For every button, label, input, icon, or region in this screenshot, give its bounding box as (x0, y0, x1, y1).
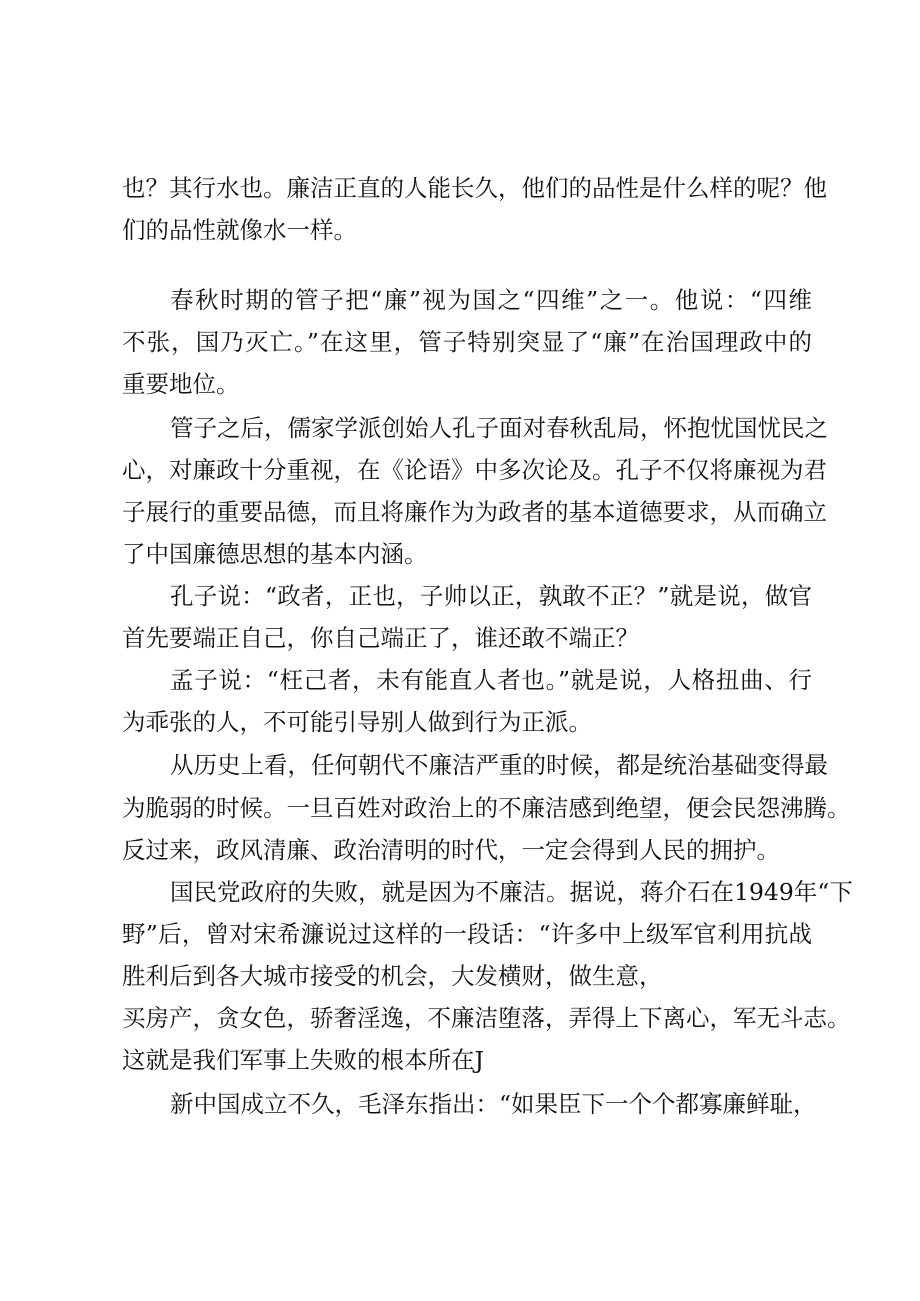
text-line: 野”后，曾对宋希濂说过这样的一段话：“许多中上级军官利用抗战 (122, 920, 812, 948)
paragraph-start-line: 管子之后，儒家学派创始人孔子面对春秋乱局，怀抱忧国忧民之 (170, 414, 828, 442)
text-line: 也？其行水也。廉洁正直的人能长久，他们的品性是什么样的呢？他 (122, 174, 827, 202)
paragraph-start-line: 春秋时期的管子把“廉”视为国之“四维”之一。他说：“四维 (170, 286, 812, 314)
text-line: 反过来，政风清廉、政治清明的时代，一定会得到人民的拥护。 (122, 836, 780, 864)
text-line: 子展行的重要品德，而且将廉作为为政者的基本道德要求，从而确立 (122, 498, 827, 526)
text-line: 了中国廉德思想的基本内涵。 (122, 540, 428, 568)
text-line: 为脆弱的时候。一旦百姓对政治上的不廉洁感到绝望，便会民怨沸腾。 (122, 794, 851, 822)
text-line: 为乖张的人，不可能引导别人做到行为正派。 (122, 708, 592, 736)
paragraph-start-line: 孔子说：“政者，正也，子帅以正，孰敢不正？”就是说，做官 (170, 582, 812, 610)
paragraph-start-line: 从历史上看，任何朝代不廉洁严重的时候，都是统治基础变得最 (170, 751, 828, 779)
paragraph-start-line: 孟子说：“枉己者，未有能直人者也。”就是说，人格扭曲、行 (170, 666, 812, 694)
text-line: 首先要端正自己，你自己端正了，谁还敢不端正？ (122, 624, 639, 652)
text-line: 重要地位。 (122, 370, 240, 398)
text-line: 心，对廉政十分重视，在《论语》中多次论及。孔子不仅将廉视为君 (122, 456, 827, 484)
text-line: 买房产，贪女色，骄奢淫逸，不廉洁堕落，弄得上下离心，军无斗志。 (122, 1004, 851, 1032)
paragraph-start-line: 新中国成立不久，毛泽东指出：“如果臣下一个个都寡廉鲜耻， (170, 1090, 817, 1118)
text-line: 这就是我们军事上失败的根本所在J (122, 1046, 484, 1074)
text-line: 胜利后到各大城市接受的机会，大发横财，做生意， (122, 962, 663, 990)
text-line: 不张，国乃灭亡。”在这里，管子特别突显了“廉”在治国理政中的 (122, 328, 812, 356)
paragraph-start-line: 国民党政府的失败，就是因为不廉洁。据说，蒋介石在1949年“下 (170, 878, 853, 906)
text-line: 们的品性就像水一样。 (122, 216, 357, 244)
